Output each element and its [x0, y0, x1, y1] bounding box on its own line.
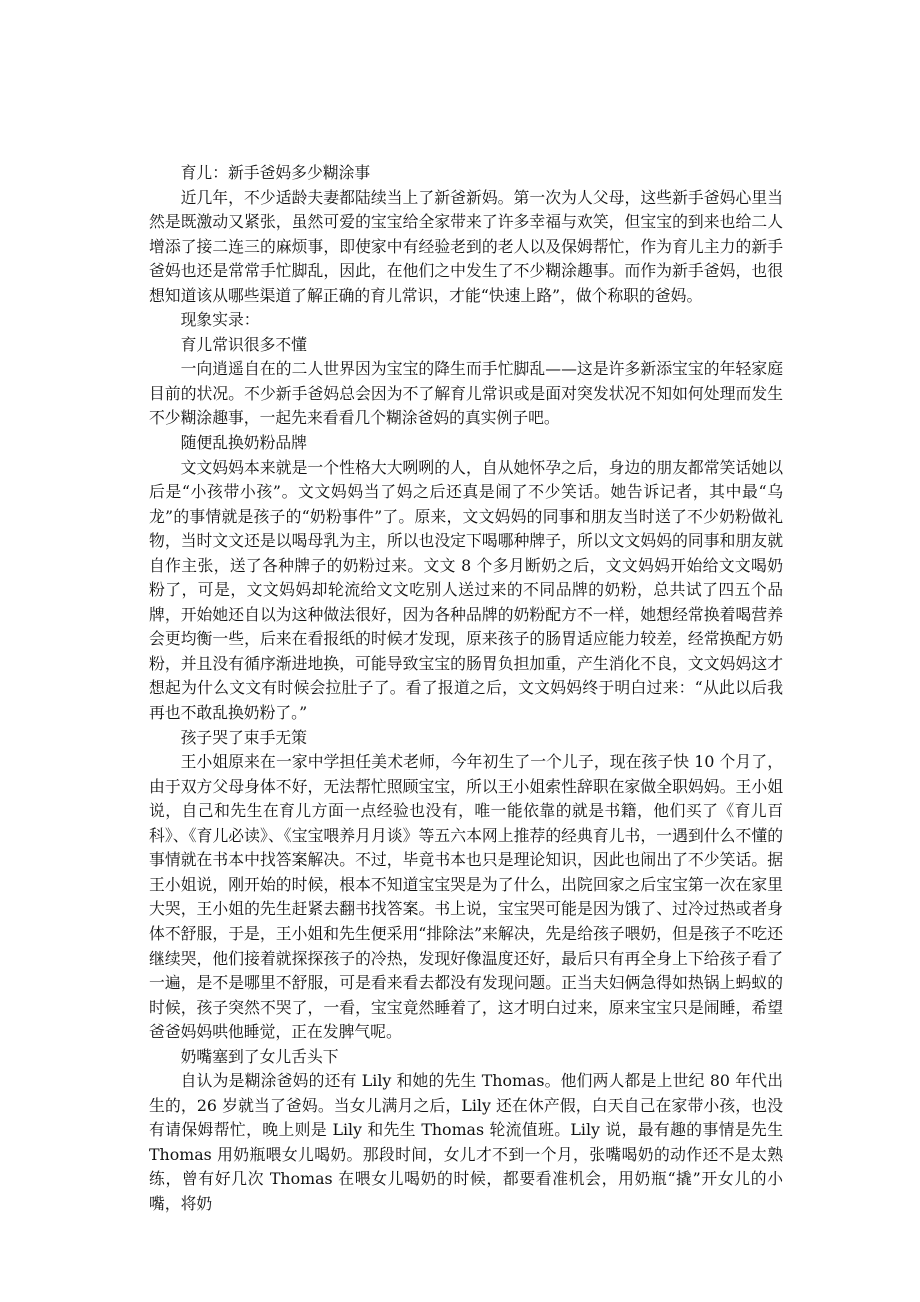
body-paragraph: 王小姐原来在一家中学担任美术老师，今年初生了一个儿子，现在孩子快 10 个月了，由于双方父母身体不好，无法帮忙照顾宝宝，所以王小姐索性辞职在家做全职妈妈。王小姐说，自己和先生在育儿方面一点经验也没有，唯一能依靠的就是书籍，他们买了《育儿百科》、《育儿必读》、《宝宝喂养月月谈》等五六本网上推荐的经典育儿书，一遇到什么不懂的事情就在书本中找答案解决。不过，毕竟书本也只是理论知识，因此也闹出了不少笑话。据王小姐说，刚开始的时候，根本不知道宝宝哭是为了什么，出院回家之后宝宝第一次在家里大哭，王小姐的先生赶紧去翻书找答案。书上说，宝宝哭可能是因为饿了、过冷过热或者身体不舒服，于是，王小姐和先生便采用“排除法”来解决，先是给孩子喂奶，但是孩子不吃还继续哭，他们接着就探探孩子的冷热，发现好像温度还好，最后只有再全身上下给孩子看了一遍，是不是哪里不舒服，可是看来看去都没有发现问题。正当夫妇俩急得如热锅上蚂蚁的时候，孩子突然不哭了，一看，宝宝竟然睡着了，这才明白过来，原来宝宝只是闹睡，希望爸爸妈妈哄他睡觉，正在发脾气呢。: [149, 752, 783, 1042]
section-label: 现象实录：: [180, 310, 260, 330]
sub-heading: 孩子哭了束手无策: [180, 727, 307, 747]
article-title: 育儿：新手爸妈多少糊涂事: [180, 163, 371, 182]
sub-heading: 随便乱换奶粉品牌: [180, 433, 307, 453]
intro-paragraph: 近几年，不少适龄夫妻都陆续当上了新爸新妈。第一次为人父母，这些新手爸妈心里当然是既激动又紧张，虽然可爱的宝宝给全家带来了许多幸福与欢笑，但宝宝的到来也给二人增添了接二连三的麻烦事，即使家中有经验老到的老人以及保姆帮忙，作为育儿主力的新手爸妈也还是常常手忙脚乱，因此，在他们之中发生了不少糊涂趣事。而作为新手爸妈，也很想知道该从哪些渠道了解正确的育儿常识，才能“快速上路”，做个称职的爸妈。: [149, 187, 783, 305]
sub-heading: 奶嘴塞到了女儿舌头下: [180, 1046, 339, 1066]
body-paragraph: 自认为是糊涂爸妈的还有 Lily 和她的先生 Thomas。他们两人都是上世纪 80 年代出生的，26 岁就当了爸妈。当女儿满月之后，Lily 还在休产假，白天自己在家带小孩，也没有请保姆帮忙，晚上则是 Lily 和先生 Thomas 轮流值班。Lily 说，最有趣的事情是先生 Thomas 用奶瓶喂女儿喝奶。那段时间，女儿才不到一个月，张嘴喝奶的动作还不是太熟练，曾有好几次 Thomas 在喂女儿喝奶的时候，都要看准机会，用奶瓶“撬”开女儿的小嘴，将奶: [149, 1071, 783, 1213]
body-paragraph: 文文妈妈本来就是一个性格大大咧咧的人，自从她怀孕之后，身边的朋友都常笑话她以后是“小孩带小孩”。文文妈妈当了妈之后还真是闹了不少笑话。她告诉记者，其中最“乌龙”的事情就是孩子的“奶粉事件”了。原来，文文妈妈的同事和朋友当时送了不少奶粉做礼物，当时文文还是以喝母乳为主，所以也没定下喝哪种牌子，所以文文妈妈的同事和朋友就自作主张，送了各种牌子的奶粉过来。文文 8 个多月断奶之后，文文妈妈开始给文文喝奶粉了，可是，文文妈妈却轮流给文文吃别人送过来的不同品牌的奶粉，总共试了四五个品牌，开始她还自以为这种做法很好，因为各种品牌的奶粉配方不一样，她想经常换着喝营养会更均衡一些，后来在看报纸的时候才发现，原来孩子的肠胃适应能力较差，经常换配方奶粉，并且没有循序渐进地换，可能导致宝宝的肠胃负担加重，产生消化不良，文文妈妈这才想起为什么文文有时候会拉肚子了。看了报道之后，文文妈妈终于明白过来：“从此以后我再也不敢乱换奶粉了。”: [149, 457, 783, 723]
sub-heading: 育儿常识很多不懂: [180, 334, 307, 354]
article-body: [149, 161, 783, 1217]
body-paragraph: 一向逍遥自在的二人世界因为宝宝的降生而手忙脚乱——这是许多新添宝宝的年轻家庭目前的状况。不少新手爸妈总会因为不了解育儿常识或是面对突发状况不知如何处理而发生不少糊涂趣事，一起先来看看几个糊涂爸妈的真实例子吧。: [149, 359, 783, 428]
